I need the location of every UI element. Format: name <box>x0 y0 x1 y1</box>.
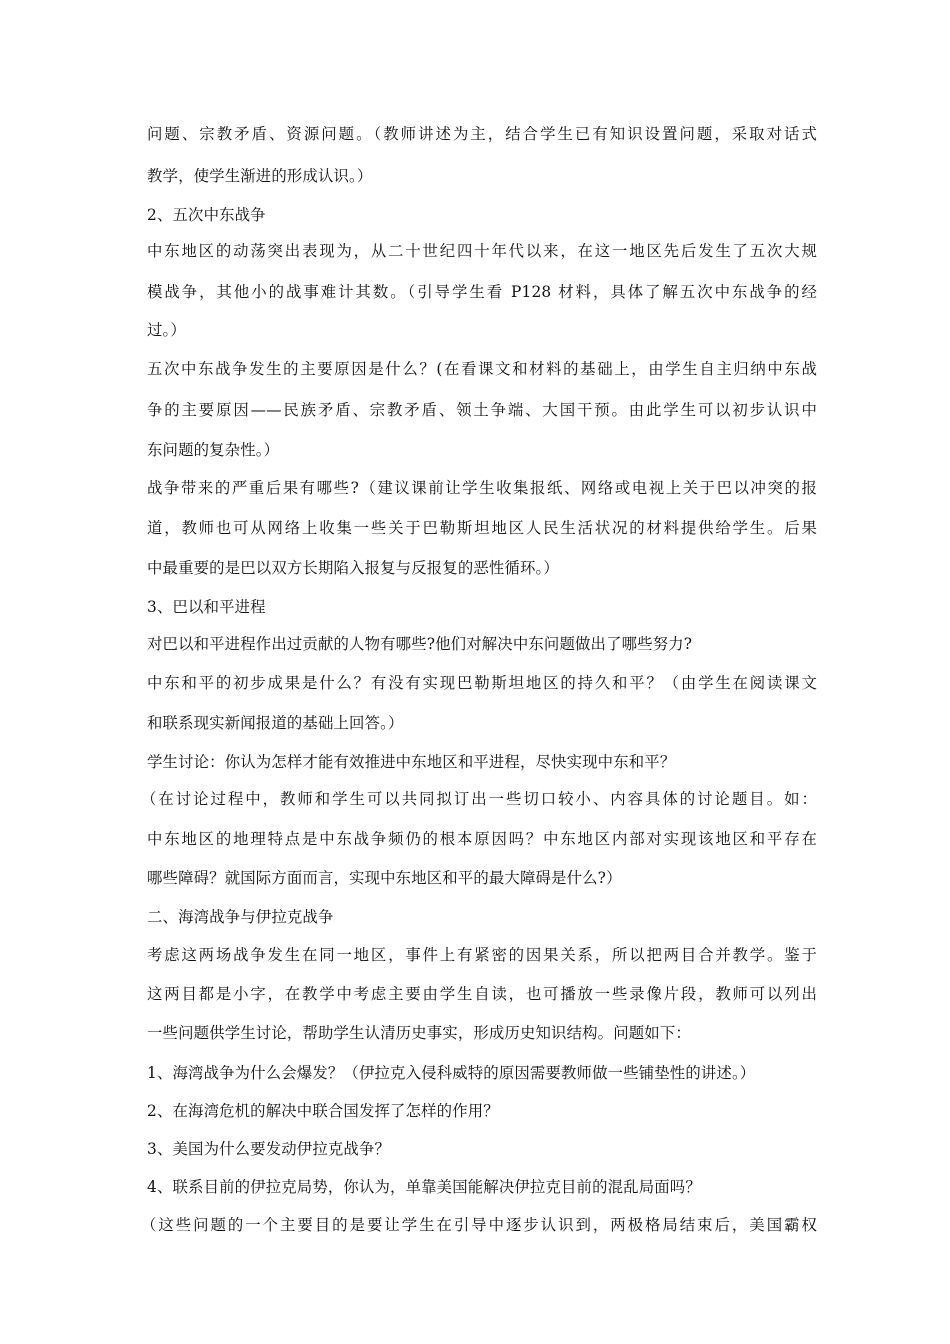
section-heading: 3、巴以和平进程 <box>147 598 266 616</box>
text-line: 这两目都是小字，在教学中考虑主要由学生自读，也可播放一些录像片段，教师可以列出 <box>147 985 817 1003</box>
list-item: 4、联系目前的伊拉克局势，你认为，单靠美国能解决伊拉克目前的混乱局面吗？ <box>147 1178 701 1196</box>
text-line: 模战争，其他小的战事难计其数。（引导学生看 P128 材料，具体了解五次中东战争的经 <box>147 283 817 301</box>
text-line: 和联系现实新闻报道的基础上回答。） <box>147 714 404 732</box>
text-line: 一些问题供学生讨论，帮助学生认清历史事实，形成历史知识结构。问题如下： <box>147 1024 691 1042</box>
list-item: 2、在海湾危机的解决中联合国发挥了怎样的作用？ <box>147 1102 499 1120</box>
text-line: （这些问题的一个主要目的是要让学生在引导中逐步认识到，两极格局结束后，美国霸权 <box>141 1216 817 1234</box>
text-line: 学生讨论：你认为怎样才能有效推进中东地区和平进程，尽快实现中东和平？ <box>147 753 676 771</box>
text-line: 过。） <box>147 321 186 339</box>
text-line: （在讨论过程中，教师和学生可以共同拟订出一些切口较小、内容具体的讨论题目。如： <box>141 790 817 808</box>
section-heading: 2、五次中东战争 <box>147 206 266 224</box>
text-line: 争的主要原因——民族矛盾、宗教矛盾、领土争端、大国干预。由此学生可以初步认识中 <box>147 401 817 419</box>
text-line: 中东和平的初步成果是什么？有没有实现巴勒斯坦地区的持久和平？（由学生在阅读课文 <box>147 674 817 692</box>
text-line: 中东地区的动荡突出表现为，从二十世纪四十年代以来，在这一地区先后发生了五次大规 <box>147 242 817 260</box>
text-line: 哪些障碍？就国际方面而言，实现中东地区和平的最大障碍是什么?） <box>147 869 622 887</box>
list-item: 1、海湾战争为什么会爆发？（伊拉克入侵科威特的原因需要教师做一些铺垫性的讲述。） <box>147 1064 756 1082</box>
section-heading: 二、海湾战争与伊拉克战争 <box>147 908 334 926</box>
text-line: 中最重要的是巴以双方长期陷入报复与反报复的恶性循环。） <box>147 559 559 577</box>
text-line: 考虑这两场战争发生在同一地区，事件上有紧密的因果关系，所以把两目合并教学。鉴于 <box>147 946 817 964</box>
list-item: 3、美国为什么要发动伊拉克战争？ <box>147 1140 391 1158</box>
text-line: 五次中东战争发生的主要原因是什么？(在看课文和材料的基础上，由学生自主归纳中东战 <box>147 360 817 378</box>
text-line: 战争带来的严重后果有哪些?（建议课前让学生收集报纸、网络或电视上关于巴以冲突的报 <box>147 479 817 497</box>
text-line: 教学，使学生渐进的形成认识。） <box>147 167 373 185</box>
text-line: 东问题的复杂性。） <box>147 441 280 459</box>
text-line: 对巴以和平进程作出过贡献的人物有哪些?他们对解决中东问题做出了哪些努力? <box>147 635 693 653</box>
text-line: 问题、宗教矛盾、资源问题。（教师讲述为主，结合学生已有知识设置问题，采取对话式 <box>147 125 817 143</box>
text-line: 道，教师也可从网络上收集一些关于巴勒斯坦地区人民生活状况的材料提供给学生。后果 <box>147 519 817 537</box>
text-line: 中东地区的地理特点是中东战争频仍的根本原因吗？中东地区内部对实现该地区和平存在 <box>147 830 817 848</box>
